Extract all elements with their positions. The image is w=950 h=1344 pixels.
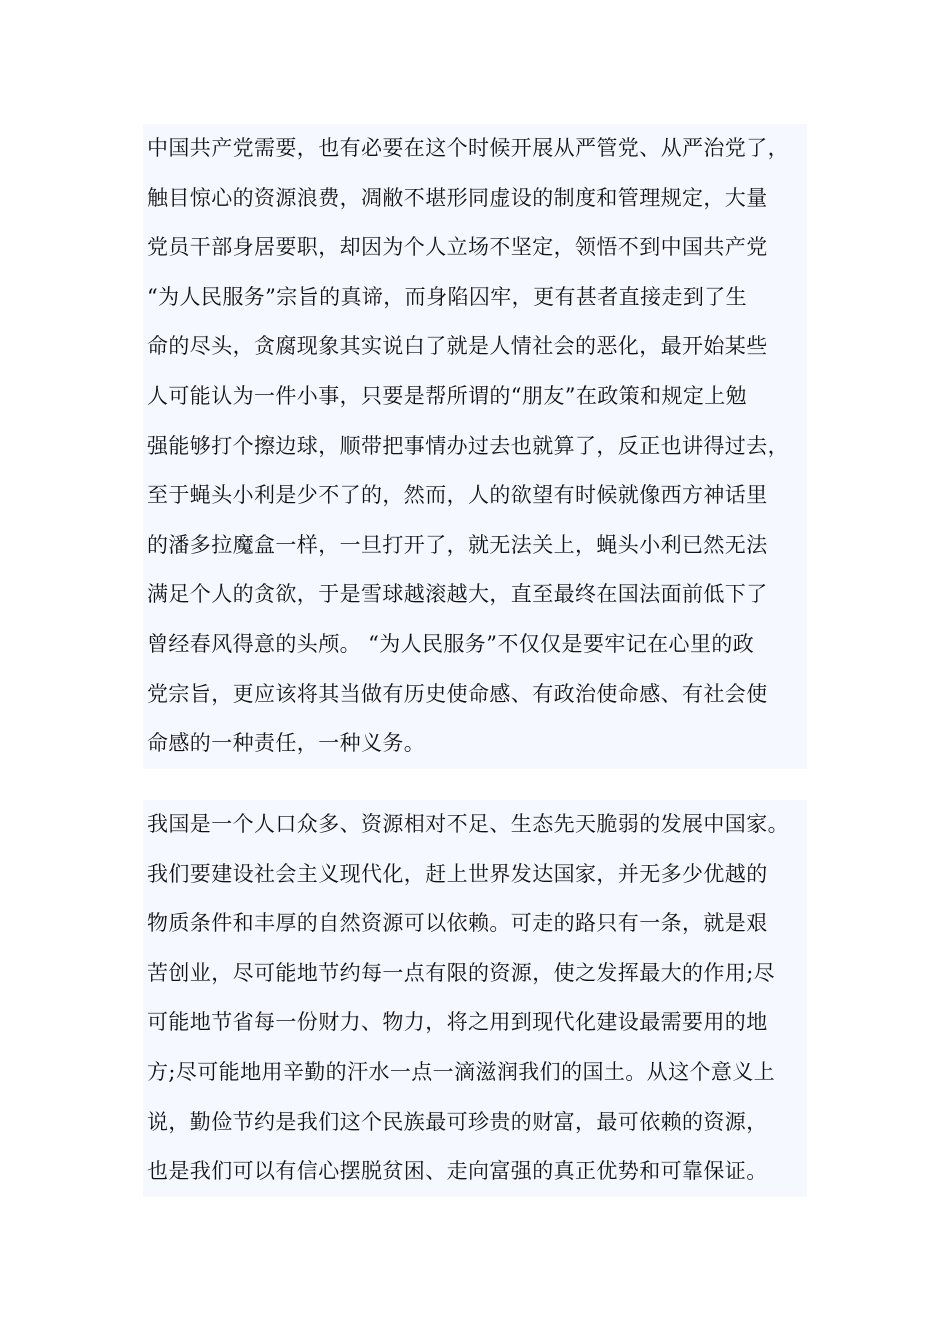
text-line: 的潘多拉魔盒一样，一旦打开了，就无法关上，蝇头小利已然无法	[147, 532, 768, 557]
text-line: 满足个人的贪欲，于是雪球越滚越大，直至最终在国法面前低下了	[147, 582, 768, 607]
paragraph-1	[143, 124, 807, 769]
text-line: 人可能认为一件小事，只要是帮所谓的“朋友”在政策和规定上勉	[147, 383, 748, 408]
text-line: 我国是一个人口众多、资源相对不足、生态先天脆弱的发展中国家。	[147, 812, 789, 836]
text-line: 至于蝇头小利是少不了的，然而，人的欲望有时候就像西方神话里	[147, 483, 768, 508]
text-line: 党宗旨，更应该将其当做有历史使命感、有政治使命感、有社会使	[147, 681, 768, 706]
text-line: 触目惊心的资源浪费，凋敝不堪形同虚设的制度和管理规定，大量	[147, 185, 768, 210]
text-line: 我们要建设社会主义现代化，赶上世界发达国家，并无多少优越的	[147, 861, 768, 886]
text-line: 苦创业，尽可能地节约每一点有限的资源，使之发挥最大的作用;尽	[147, 960, 776, 985]
text-line: 也是我们可以有信心摆脱贫困、走向富强的真正优势和可靠保证。	[147, 1159, 768, 1184]
text-line: 党员干部身居要职，却因为个人立场不坚定，领悟不到中国共产党	[147, 235, 768, 260]
text-line: 可能地节省每一份财力、物力，将之用到现代化建设最需要用的地	[147, 1010, 768, 1035]
text-line: 命的尽头，贪腐现象其实说白了就是人情社会的恶化，最开始某些	[147, 334, 768, 359]
text-line: 强能够打个擦边球，顺带把事情办过去也就算了，反正也讲得过去，	[147, 433, 789, 458]
paragraph-2	[143, 800, 807, 1197]
text-line: 中国共产党需要，也有必要在这个时候开展从严管党、从严治党了，	[147, 136, 789, 160]
text-line: 物质条件和丰厚的自然资源可以依赖。可走的路只有一条，就是艰	[147, 911, 768, 936]
text-line: 方;尽可能地用辛勤的汗水一点一滴滋润我们的国土。从这个意义上	[147, 1059, 776, 1084]
text-line: 命感的一种责任，一种义务。	[147, 731, 426, 756]
text-line: 说，勤俭节约是我们这个民族最可珍贵的财富，最可依赖的资源，	[147, 1109, 768, 1134]
text-line: 曾经春风得意的头颅。 “为人民服务”不仅仅是要牢记在心里的政	[147, 631, 755, 656]
text-line: “为人民服务”宗旨的真谛，而身陷囚牢，更有甚者直接走到了生	[147, 284, 748, 309]
